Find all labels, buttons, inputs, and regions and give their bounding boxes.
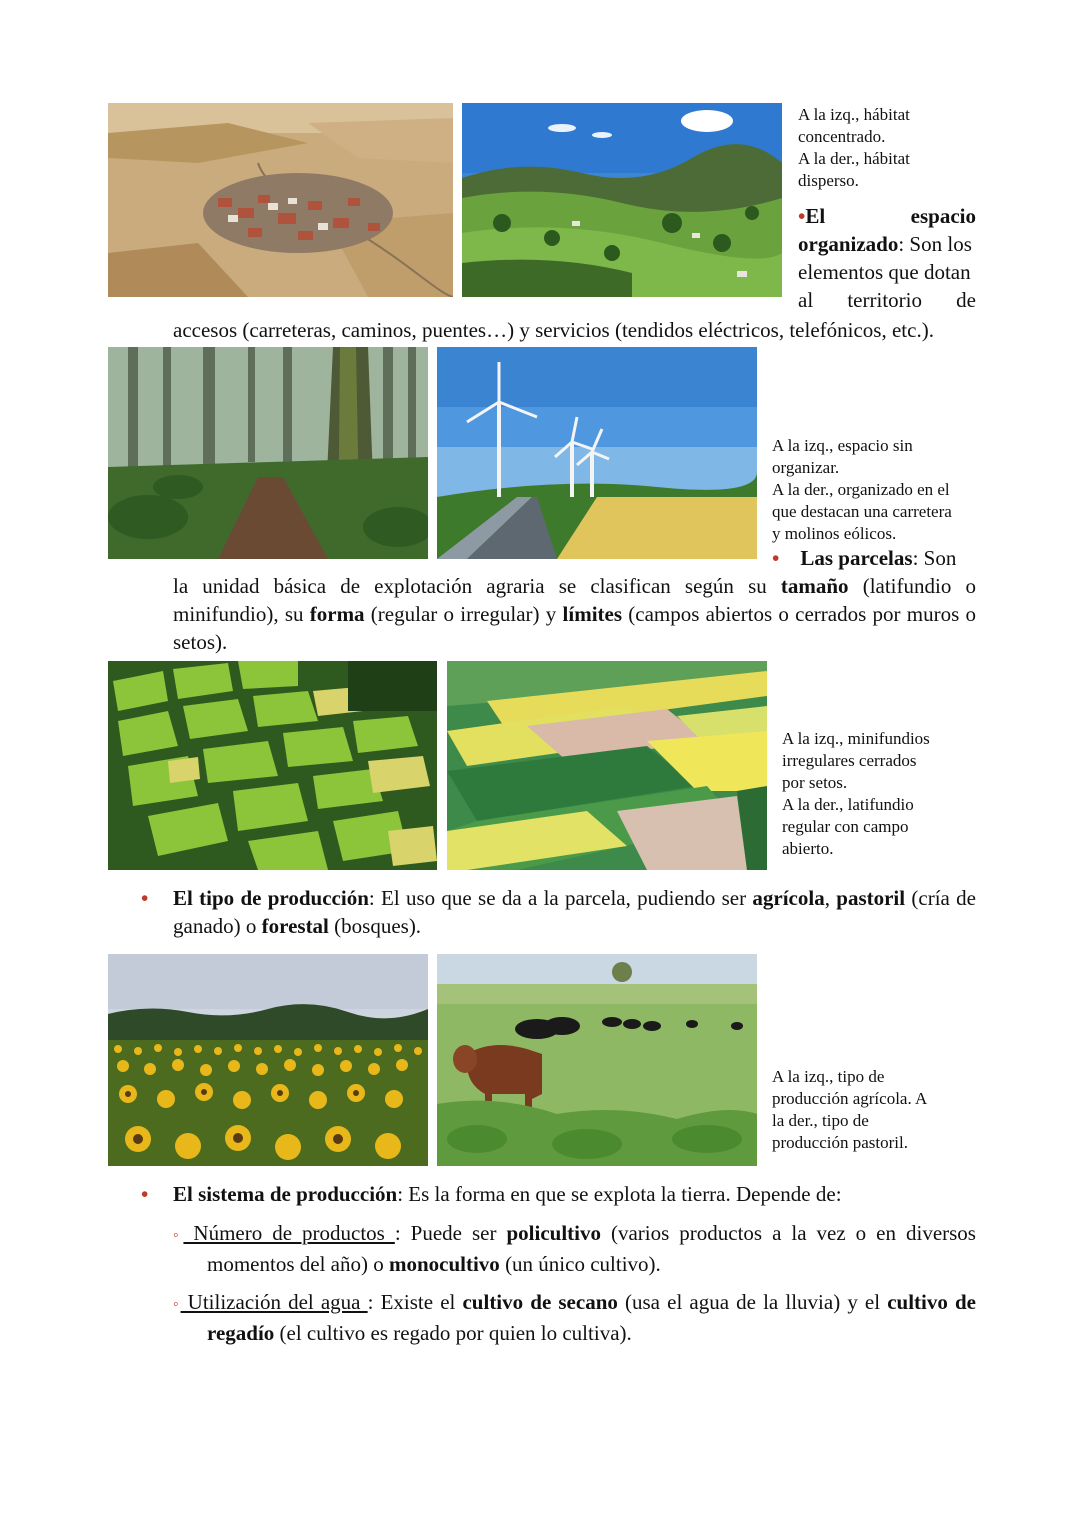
photo-cattle-pasture <box>437 954 757 1166</box>
bullet-icon: • <box>772 546 780 570</box>
parcelas-heading: • Las parcelas: Son <box>772 546 957 570</box>
sub-bullet-icon: ◦ <box>173 1296 181 1313</box>
photo-unorganized-forest <box>108 347 428 559</box>
tipo-produccion-paragraph: El tipo de producción: El uso que se da a la parcela, pudiendo ser agrícola, pastoril (cría de ganado) o forestal (bosques). <box>173 886 976 938</box>
parcelas-paragraph: la unidad básica de explotación agraria se clasifican según su tamaño (latifundio o minifundio), su forma (regular o irregular) y límites (campos abiertos o cerrados por muros o setos). <box>173 574 976 654</box>
photo-organized-road-windmills <box>437 347 757 559</box>
photo-dispersed-habitat <box>462 103 782 297</box>
caption-habitat: A la izq., hábitat concentrado. A la der., hábitat disperso. <box>798 105 910 190</box>
espacio-organizado-paragraph: •El espacio organizado: Son los elementos que dotan al territorio de <box>798 204 976 312</box>
caption-produccion: A la izq., tipo de producción agrícola. A la der., tipo de producción pastoril. <box>772 1067 928 1152</box>
sistema-produccion-paragraph: El sistema de producción: Es la forma en que se explota la tierra. Depende de: <box>173 1182 842 1206</box>
photo-concentrated-habitat <box>108 103 453 297</box>
bullet-icon: • <box>141 886 149 910</box>
photo-sunflower-field <box>108 954 428 1166</box>
sub-item-numero-productos: ◦ Número de productos : Puede ser policultivo (varios productos a la vez o en diversos momentos del año) o monocultivo (un único cultivo). <box>173 1221 976 1276</box>
photo-minifundios-setos <box>108 661 437 870</box>
photo-latifundio-abierto <box>447 661 767 870</box>
espacio-organizado-continuation: accesos (carreteras, caminos, puentes…) y servicios (tendidos eléctricos, telefónicos, etc.). <box>173 318 934 342</box>
caption-espacio: A la izq., espacio sin organizar. A la der., organizado en el que destacan una carretera y molinos eólicos. <box>772 436 952 543</box>
bullet-icon: • <box>798 204 806 228</box>
caption-parcelas: A la izq., minifundios irregulares cerrados por setos. A la der., latifundio regular con campo abierto. <box>782 729 930 858</box>
sub-item-utilizacion-agua: ◦ Utilización del agua : Existe el cultivo de secano (usa el agua de la lluvia) y el cultivo de regadío (el cultivo es regado por quien lo cultiva). <box>173 1290 977 1345</box>
bullet-icon: • <box>141 1182 149 1206</box>
sub-bullet-icon: ◦ <box>173 1227 184 1244</box>
